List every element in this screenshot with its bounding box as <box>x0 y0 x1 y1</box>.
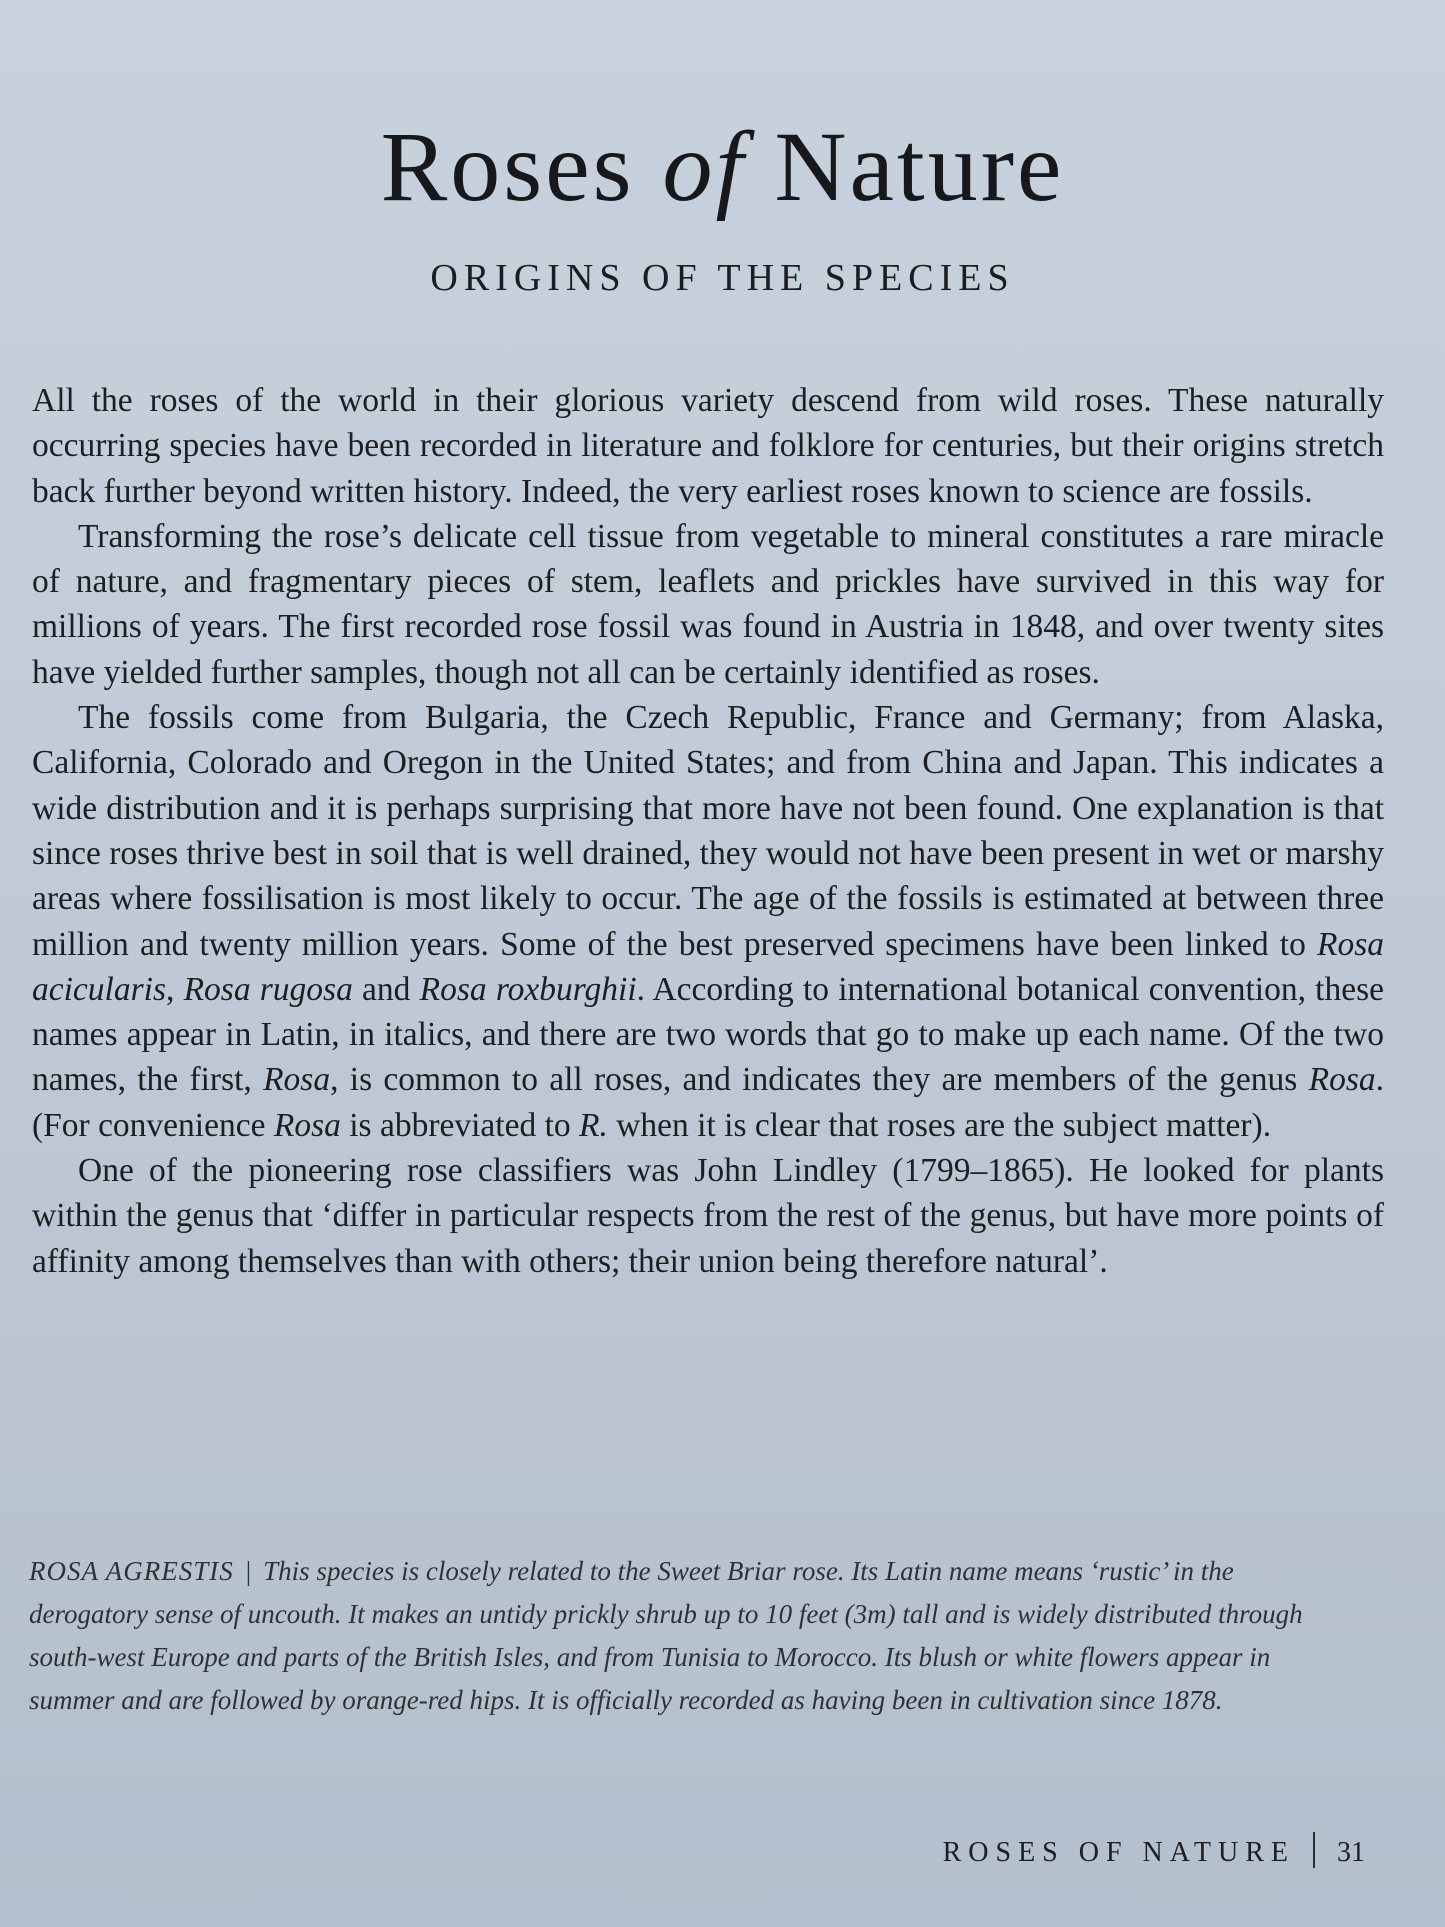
p3-latin-roxburghii: Rosa roxburghii <box>419 970 637 1008</box>
p3-text-a: The fossils come from Bulgaria, the Czech Republic, France and Germany; from Alaska, California, Colorado and Oregon in the United States; and from China and Japan. This indicates a wide distribution and it is perhaps surprising that more have not been found. One explanation is that since roses thrive best in soil that is well drained, they would not have been present in wet or marshy areas where fossilisation is most likely to occur. The age of the fossils is estimated at between three million and twenty million years. Some of the best preserved specimens have been linked to <box>32 699 1384 963</box>
page-footer <box>943 1832 1365 1869</box>
p3-latin-rosa-1: Rosa <box>263 1061 331 1099</box>
p3-latin-rosa-3: Rosa <box>273 1106 341 1144</box>
p3-text-g: . According to international botanical convention, these names appear in Latin, in italics, and there are two words that go to make up each name. Of the two names, the first, <box>32 970 1384 1099</box>
page-title <box>0 112 1445 222</box>
body-text <box>32 378 1384 1284</box>
p3-text-i: , is common to all roses, and indicates they are members of the genus <box>330 1061 1309 1099</box>
title-part-2: of <box>662 111 747 222</box>
caption-heading: ROSA AGRESTIS <box>29 1556 234 1586</box>
paragraph-1: All the roses of the world in their glorious variety descend from wild roses. These naturally occurring species have been recorded in literature and folklore for centuries, but their origins stretch back further beyond written history. Indeed, the very earliest roses known to science are fossils. <box>32 382 1384 510</box>
p3-text-k: . (For convenience <box>32 1061 1384 1144</box>
p3-latin-rugosa: Rosa rugosa <box>183 970 353 1008</box>
footer-divider <box>1313 1832 1315 1868</box>
title-part-3: Nature <box>746 111 1065 222</box>
page-number: 31 <box>1337 1837 1365 1868</box>
p3-latin-rosa-2: Rosa <box>1308 1061 1376 1099</box>
running-title: ROSES OF NATURE <box>942 1837 1295 1868</box>
p3-latin-r: R. <box>579 1106 608 1144</box>
paragraph-2: Transforming the rose’s delicate cell tissue from vegetable to mineral constitutes a rare miracle of nature, and fragmentary pieces of stem, leaflets and prickles have survived in this way for millions of years. The first recorded rose fossil was found in Austria in 1848, and over twenty sites have yielded further samples, though not all can be certainly identified as roses. <box>32 517 1384 691</box>
caption-separator: | <box>245 1556 252 1586</box>
page-subtitle: ORIGINS OF THE SPECIES <box>430 257 1015 299</box>
p3-text-c: , <box>165 970 184 1008</box>
p3-text-m: is abbreviated to <box>340 1106 580 1144</box>
paragraph-3 <box>32 695 1384 1148</box>
photo-caption <box>29 1550 1339 1722</box>
p3-latin-acicularis: Rosa acicularis <box>32 925 1384 1008</box>
caption-text: This species is closely related to the Sweet Briar rose. Its Latin name means ‘rustic’ in the derogatory sense of uncouth. It makes an untidy prickly shrub up to 10 feet (3m) tall and is widely distributed through south-west Europe and parts of the British Isles, and from Tunisia to Morocco. Its blush or white flowers appear in summer and are followed by orange-red hips. It is officially recorded as having been in cultivation since 1878. <box>29 1556 1303 1715</box>
paragraph-4: One of the pioneering rose classifiers was John Lindley (1799–1865). He looked for plants within the genus that ‘differ in particular respects from the rest of the genus, but have more points of affinity among themselves than with others; their union being therefore natural’. <box>32 1152 1384 1280</box>
p3-text-e: and <box>352 970 420 1008</box>
title-part-1: Roses <box>380 111 663 222</box>
p3-text-o: when it is clear that roses are the subject matter). <box>607 1106 1272 1144</box>
